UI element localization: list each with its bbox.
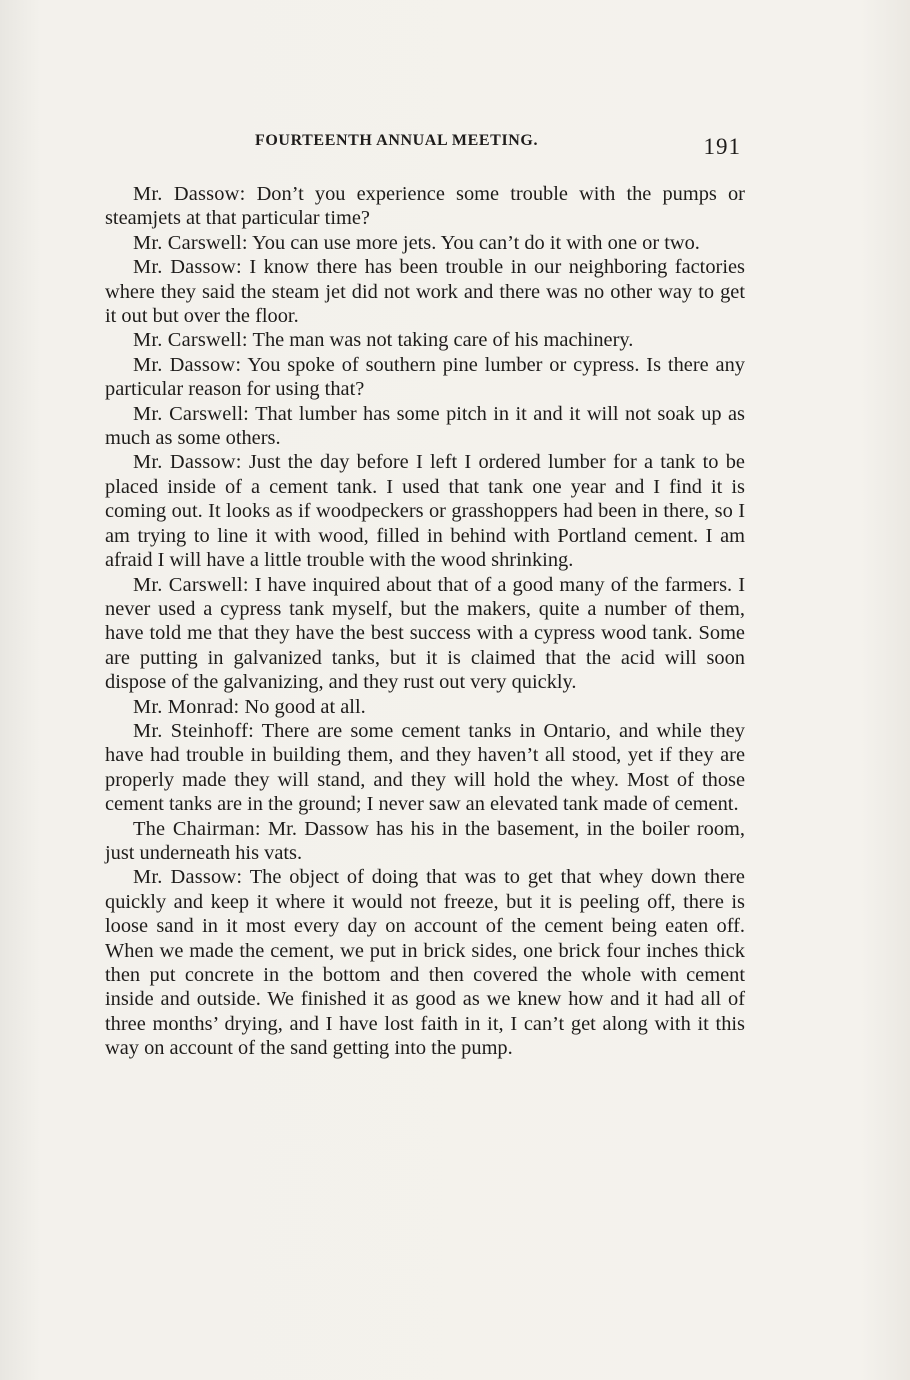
running-head: FOURTEENTH ANNUAL MEETING. bbox=[255, 132, 539, 149]
paragraph-text: The man was not taking care of his machinery. bbox=[252, 329, 634, 352]
speaker-name: Mr. Carswell: bbox=[133, 329, 248, 352]
paragraph bbox=[105, 817, 745, 866]
paragraph bbox=[105, 719, 745, 817]
paragraph bbox=[105, 450, 745, 572]
speaker-name: The Chairman: bbox=[133, 817, 261, 840]
speaker-name: Mr. Carswell: bbox=[133, 573, 249, 596]
page-number: 191 bbox=[703, 134, 741, 159]
paragraph-text: No good at all. bbox=[244, 695, 366, 718]
paragraph-text: That lumber has some pitch in it and it will not soak up as much as some others. bbox=[105, 402, 745, 450]
page-header bbox=[105, 130, 745, 166]
paragraph bbox=[105, 402, 745, 451]
speaker-name: Mr. Monrad: bbox=[133, 695, 240, 718]
paragraph bbox=[105, 353, 745, 402]
paragraph bbox=[105, 695, 745, 719]
speaker-name: Mr. Dassow: bbox=[133, 183, 246, 205]
paragraph bbox=[105, 573, 745, 695]
paragraph-text: Just the day before I left I ordered lumber for a tank to be placed inside of a cement tank. I used that tank one year and I find it is coming out. It looks as if woodpeckers or grasshoppers had been in there, so I am trying to line it with wood, filled in behind with Portland cement. I am afraid I will have a little trouble with the wood shrinking. bbox=[105, 451, 745, 572]
paragraph-text: Don’t you experience some trouble with the pumps or steamjets at that particular time? bbox=[105, 183, 745, 230]
speaker-name: Mr. Dassow: bbox=[133, 353, 242, 376]
paragraph-text: You can use more jets. You can’t do it with one or two. bbox=[252, 231, 700, 254]
paragraph bbox=[105, 255, 745, 328]
speaker-name: Mr. Dassow: bbox=[133, 256, 242, 279]
paragraph bbox=[105, 182, 745, 231]
body-text bbox=[105, 182, 745, 1061]
speaker-name: Mr. Carswell: bbox=[133, 402, 250, 425]
speaker-name: Mr. Steinhoff: bbox=[133, 719, 254, 742]
paragraph bbox=[105, 865, 745, 1060]
paragraph-text: I know there has been trouble in our neighboring factories where they said the steam jet did not work and there was no other way to get it out but over the floor. bbox=[105, 256, 745, 328]
speaker-name: Mr. Dassow: bbox=[133, 866, 243, 889]
paragraph-text: I have inquired about that of a good many of the farmers. I never used a cypress tank myself, but the makers, quite a number of them, have told me that they have the best success with a cypress wood tank. Some are putting in galvanized tanks, but it is claimed that the acid will soon dispose of the galvanizing, and they rust out very quickly. bbox=[105, 573, 745, 694]
paragraph-text: You spoke of southern pine lumber or cypress. Is there any particular reason for using that? bbox=[105, 353, 745, 401]
paragraph-text: The object of doing that was to get that whey down there quickly and keep it where it would not freeze, but it is peeling off, there is loose sand in it most every day on account of the cement being eaten off. When we made the cement, we put in brick sides, one brick four inches thick then put concrete in the bottom and then covered the whole with cement inside and outside. We finished it as good as we knew how and it had all of three months’ drying, and I have lost faith in it, I can’t get along with it this way on account of the sand getting into the pump. bbox=[105, 866, 745, 1060]
paragraph bbox=[105, 231, 745, 255]
speaker-name: Mr. Carswell: bbox=[133, 231, 248, 254]
speaker-name: Mr. Dassow: bbox=[133, 451, 242, 474]
paragraph-text: Mr. Dassow has his in the basement, in the boiler room, just underneath his vats. bbox=[105, 817, 745, 864]
paragraph bbox=[105, 328, 745, 352]
paragraph-text: There are some cement tanks in Ontario, and while they have had trouble in building them, and they haven’t all stood, yet if they are properly made they will stand, and they will hold the whey. Most of those cement tanks are in the ground; I never saw an elevated tank made of cement. bbox=[105, 719, 745, 816]
